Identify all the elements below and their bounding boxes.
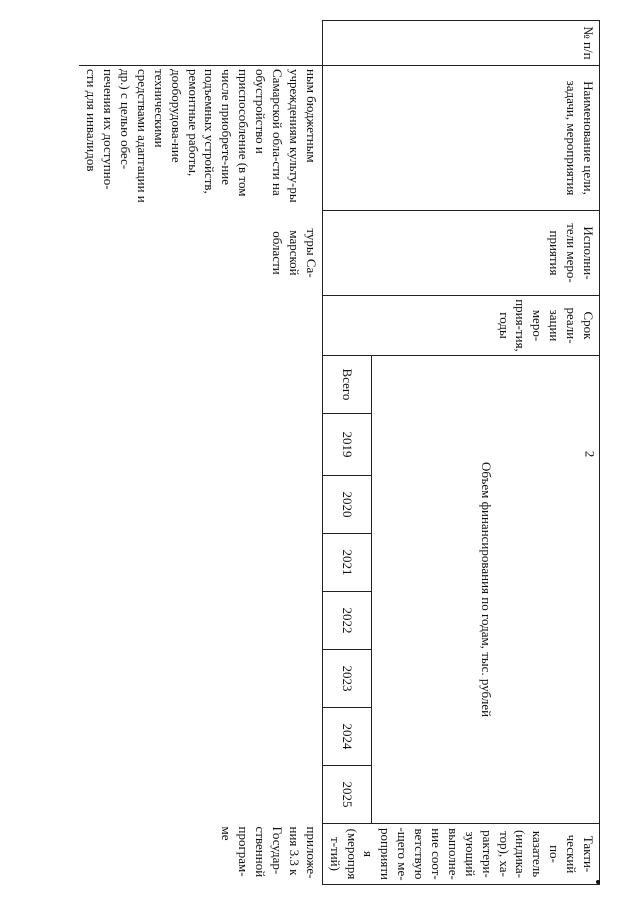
cell-2022 [79,592,322,650]
header-year-2025: 2025 [322,766,371,824]
header-total: Всего [322,356,371,414]
header-number: № п/п [322,21,599,66]
rotated-table-sheet [40,20,600,881]
cell-2025 [79,766,322,824]
header-indicator: Такти-ческий по-казатель (индика-тор), ха-рактери-зующий выполне-ние соот-ветствую-щего ме-роприятия (меропрят-тий) [322,824,599,885]
header-name: Наименование цели, задачи, мероприятия [322,66,599,211]
header-year-2020: 2020 [322,476,371,534]
header-year-2022: 2022 [322,592,371,650]
cell-2024 [79,708,322,766]
cell-number [79,21,322,66]
cell-total [79,356,322,414]
table-row [79,21,322,885]
cell-2023 [79,650,322,708]
header-period: Срок реали-зации меро-прия-тия, годы [322,296,599,356]
header-executor: Исполни-тели меро-приятия [322,211,599,296]
header-year-2023: 2023 [322,650,371,708]
cell-period [79,296,322,356]
page-number: 2 [582,450,598,458]
header-year-2024: 2024 [322,708,371,766]
cell-executor: туры Са-марской области [269,228,319,278]
cell-2021 [79,534,322,592]
scan-dot [596,880,600,884]
cell-2020 [79,476,322,534]
header-financing: Объем финансирования по годам, тыс. рублей [371,356,599,824]
header-year-2021: 2021 [322,534,371,592]
cell-name: ным бюджетным учреждениям культу-ры Самарской обла-сти на обустройство и приспособление (в том числе приобрете-ние подъемных устройств, ремонтные работы, дооборудова-ние техническими средствами адаптации и др.) с целью обес-печения их доступно-сти для инвалидов [84,69,319,203]
financing-table [79,20,600,885]
cell-indicator: приложе-ния 3.3 к Государ-ственной програм-ме [219,826,319,879]
header-year-2019: 2019 [322,414,371,476]
cell-2019 [79,414,322,476]
